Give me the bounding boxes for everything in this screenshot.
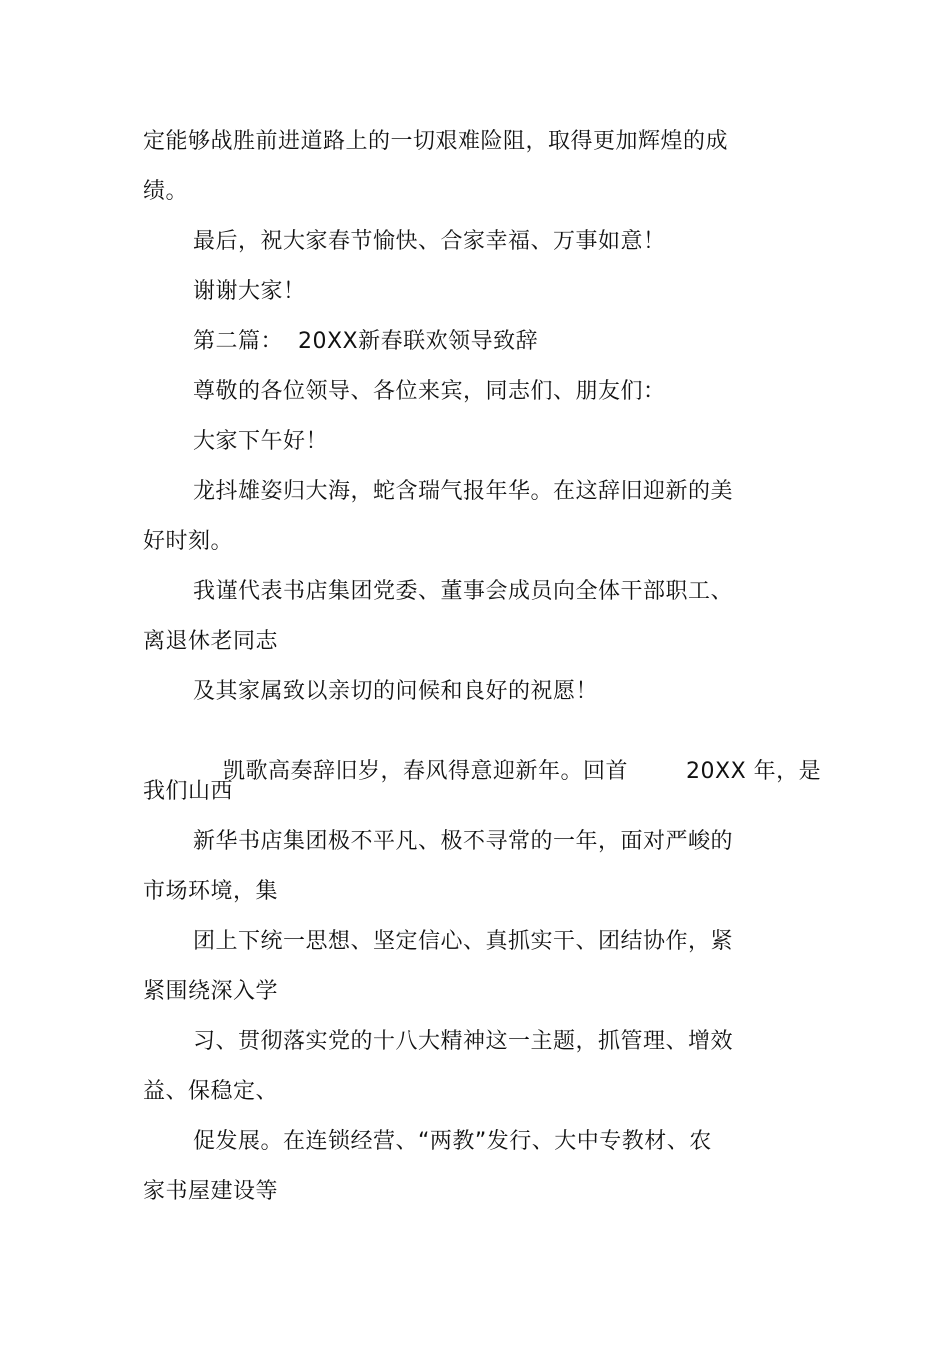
paragraph-line: 离退休老同志 <box>143 629 279 654</box>
paragraph-line: 最后，祝大家春节愉快、合家幸福、万事如意！ <box>193 229 666 254</box>
paragraph-line: 团上下统一思想、坚定信心、真抓实干、团结协作，紧 <box>193 929 734 954</box>
paragraph-line: 家书屋建设等 <box>143 1179 279 1204</box>
greeting: 大家下午好！ <box>193 429 329 454</box>
paragraph-line: 我们山西 <box>143 779 234 804</box>
paragraph-line: 紧围绕深入学 <box>143 979 279 1004</box>
paragraph-line <box>193 727 821 817</box>
paragraph-line: 促发展。在连锁经营、“两教”发行、大中专教材、农 <box>193 1129 712 1154</box>
line-text: 20XX 年，是 <box>686 759 822 784</box>
paragraph-line: 定能够战胜前进道路上的一切艰难险阻，取得更加辉煌的成 <box>143 129 729 154</box>
paragraph-line: 谢谢大家！ <box>193 279 306 304</box>
line-text: 凯歌高奏辞旧岁，春风得意迎新年。回首 <box>222 759 628 784</box>
paragraph-line: 绩。 <box>143 179 189 204</box>
salutation: 尊敬的各位领导、各位来宾，同志们、朋友们： <box>193 379 666 404</box>
paragraph-line: 习、贯彻落实党的十八大精神这一主题，抓管理、增效 <box>193 1029 734 1054</box>
paragraph-line: 好时刻。 <box>143 529 234 554</box>
paragraph-line: 益、保稳定、 <box>143 1079 279 1104</box>
paragraph-line: 新华书店集团极不平凡、极不寻常的一年，面对严峻的 <box>193 829 734 854</box>
paragraph-line: 我谨代表书店集团党委、董事会成员向全体干部职工、 <box>193 579 734 604</box>
section-heading: 第二篇： 20XX新春联欢领导致辞 <box>193 329 539 354</box>
paragraph-line: 龙抖雄姿归大海，蛇含瑞气报年华。在这辞旧迎新的美 <box>193 479 734 504</box>
paragraph-line: 市场环境，集 <box>143 879 279 904</box>
paragraph-line: 及其家属致以亲切的问候和良好的祝愿！ <box>193 679 599 704</box>
